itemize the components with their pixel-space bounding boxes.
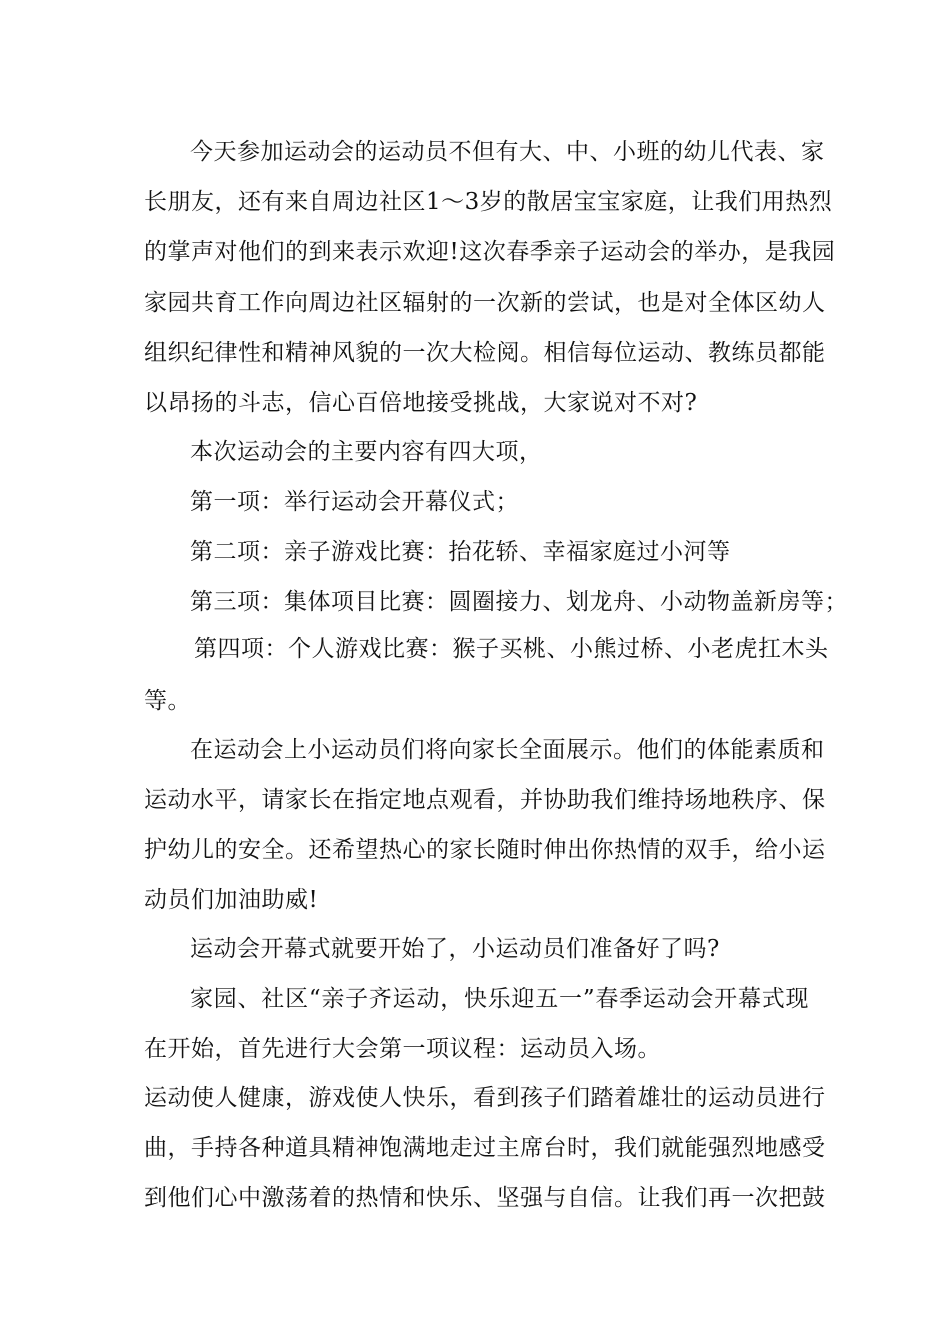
text-line: 运动使人健康，游戏使人快乐，看到孩子们踏着雄壮的运动员进行 <box>144 1085 826 1111</box>
text-line: 等。 <box>144 688 191 714</box>
text-line: 运动会开幕式就要开始了，小运动员们准备好了吗? <box>190 936 720 962</box>
text-line: 第二项：亲子游戏比赛：抬花轿、幸福家庭过小河等 <box>190 539 731 565</box>
text-line: 护幼儿的安全。还希望热心的家长随时伸出你热情的双手，给小运 <box>144 837 826 863</box>
text-line: 动员们加油助威! <box>144 887 319 913</box>
text-line: 第三项：集体项目比赛：圆圈接力、划龙舟、小动物盖新房等； <box>190 589 848 615</box>
text-line: 的掌声对他们的到来表示欢迎!这次春季亲子运动会的举办，是我园 <box>144 239 836 265</box>
text-line: 第一项：举行运动会开幕仪式； <box>190 489 519 515</box>
text-line: 以昂扬的斗志，信心百倍地接受挑战，大家说对不对? <box>144 390 698 416</box>
text-line: 家园共育工作向周边社区辐射的一次新的尝试，也是对全体区幼人 <box>144 290 826 316</box>
text-line: 第四项：个人游戏比赛：猴子买桃、小熊过桥、小老虎扛木头 <box>194 636 829 662</box>
text-line: 本次运动会的主要内容有四大项， <box>190 439 543 465</box>
text-line: 运动水平，请家长在指定地点观看，并协助我们维持场地秩序、保 <box>144 787 826 813</box>
text-line: 长朋友，还有来自周边社区1～3岁的散居宝宝家庭，让我们用热烈 <box>144 189 833 215</box>
text-line: 组织纪律性和精神风貌的一次大检阅。相信每位运动、教练员都能 <box>144 340 826 366</box>
text-line: 今天参加运动会的运动员不但有大、中、小班的幼儿代表、家 <box>190 139 825 165</box>
text-line: 在开始，首先进行大会第一项议程：运动员入场。 <box>144 1036 661 1062</box>
text-line: 家园、社区“亲子齐运动，快乐迎五一”春季运动会开幕式现 <box>190 986 809 1012</box>
text-line: 在运动会上小运动员们将向家长全面展示。他们的体能素质和 <box>190 737 825 763</box>
text-line: 到他们心中激荡着的热情和快乐、坚强与自信。让我们再一次把鼓 <box>144 1185 826 1211</box>
text-line: 曲，手持各种道具精神饱满地走过主席台时，我们就能强烈地感受 <box>144 1135 826 1161</box>
